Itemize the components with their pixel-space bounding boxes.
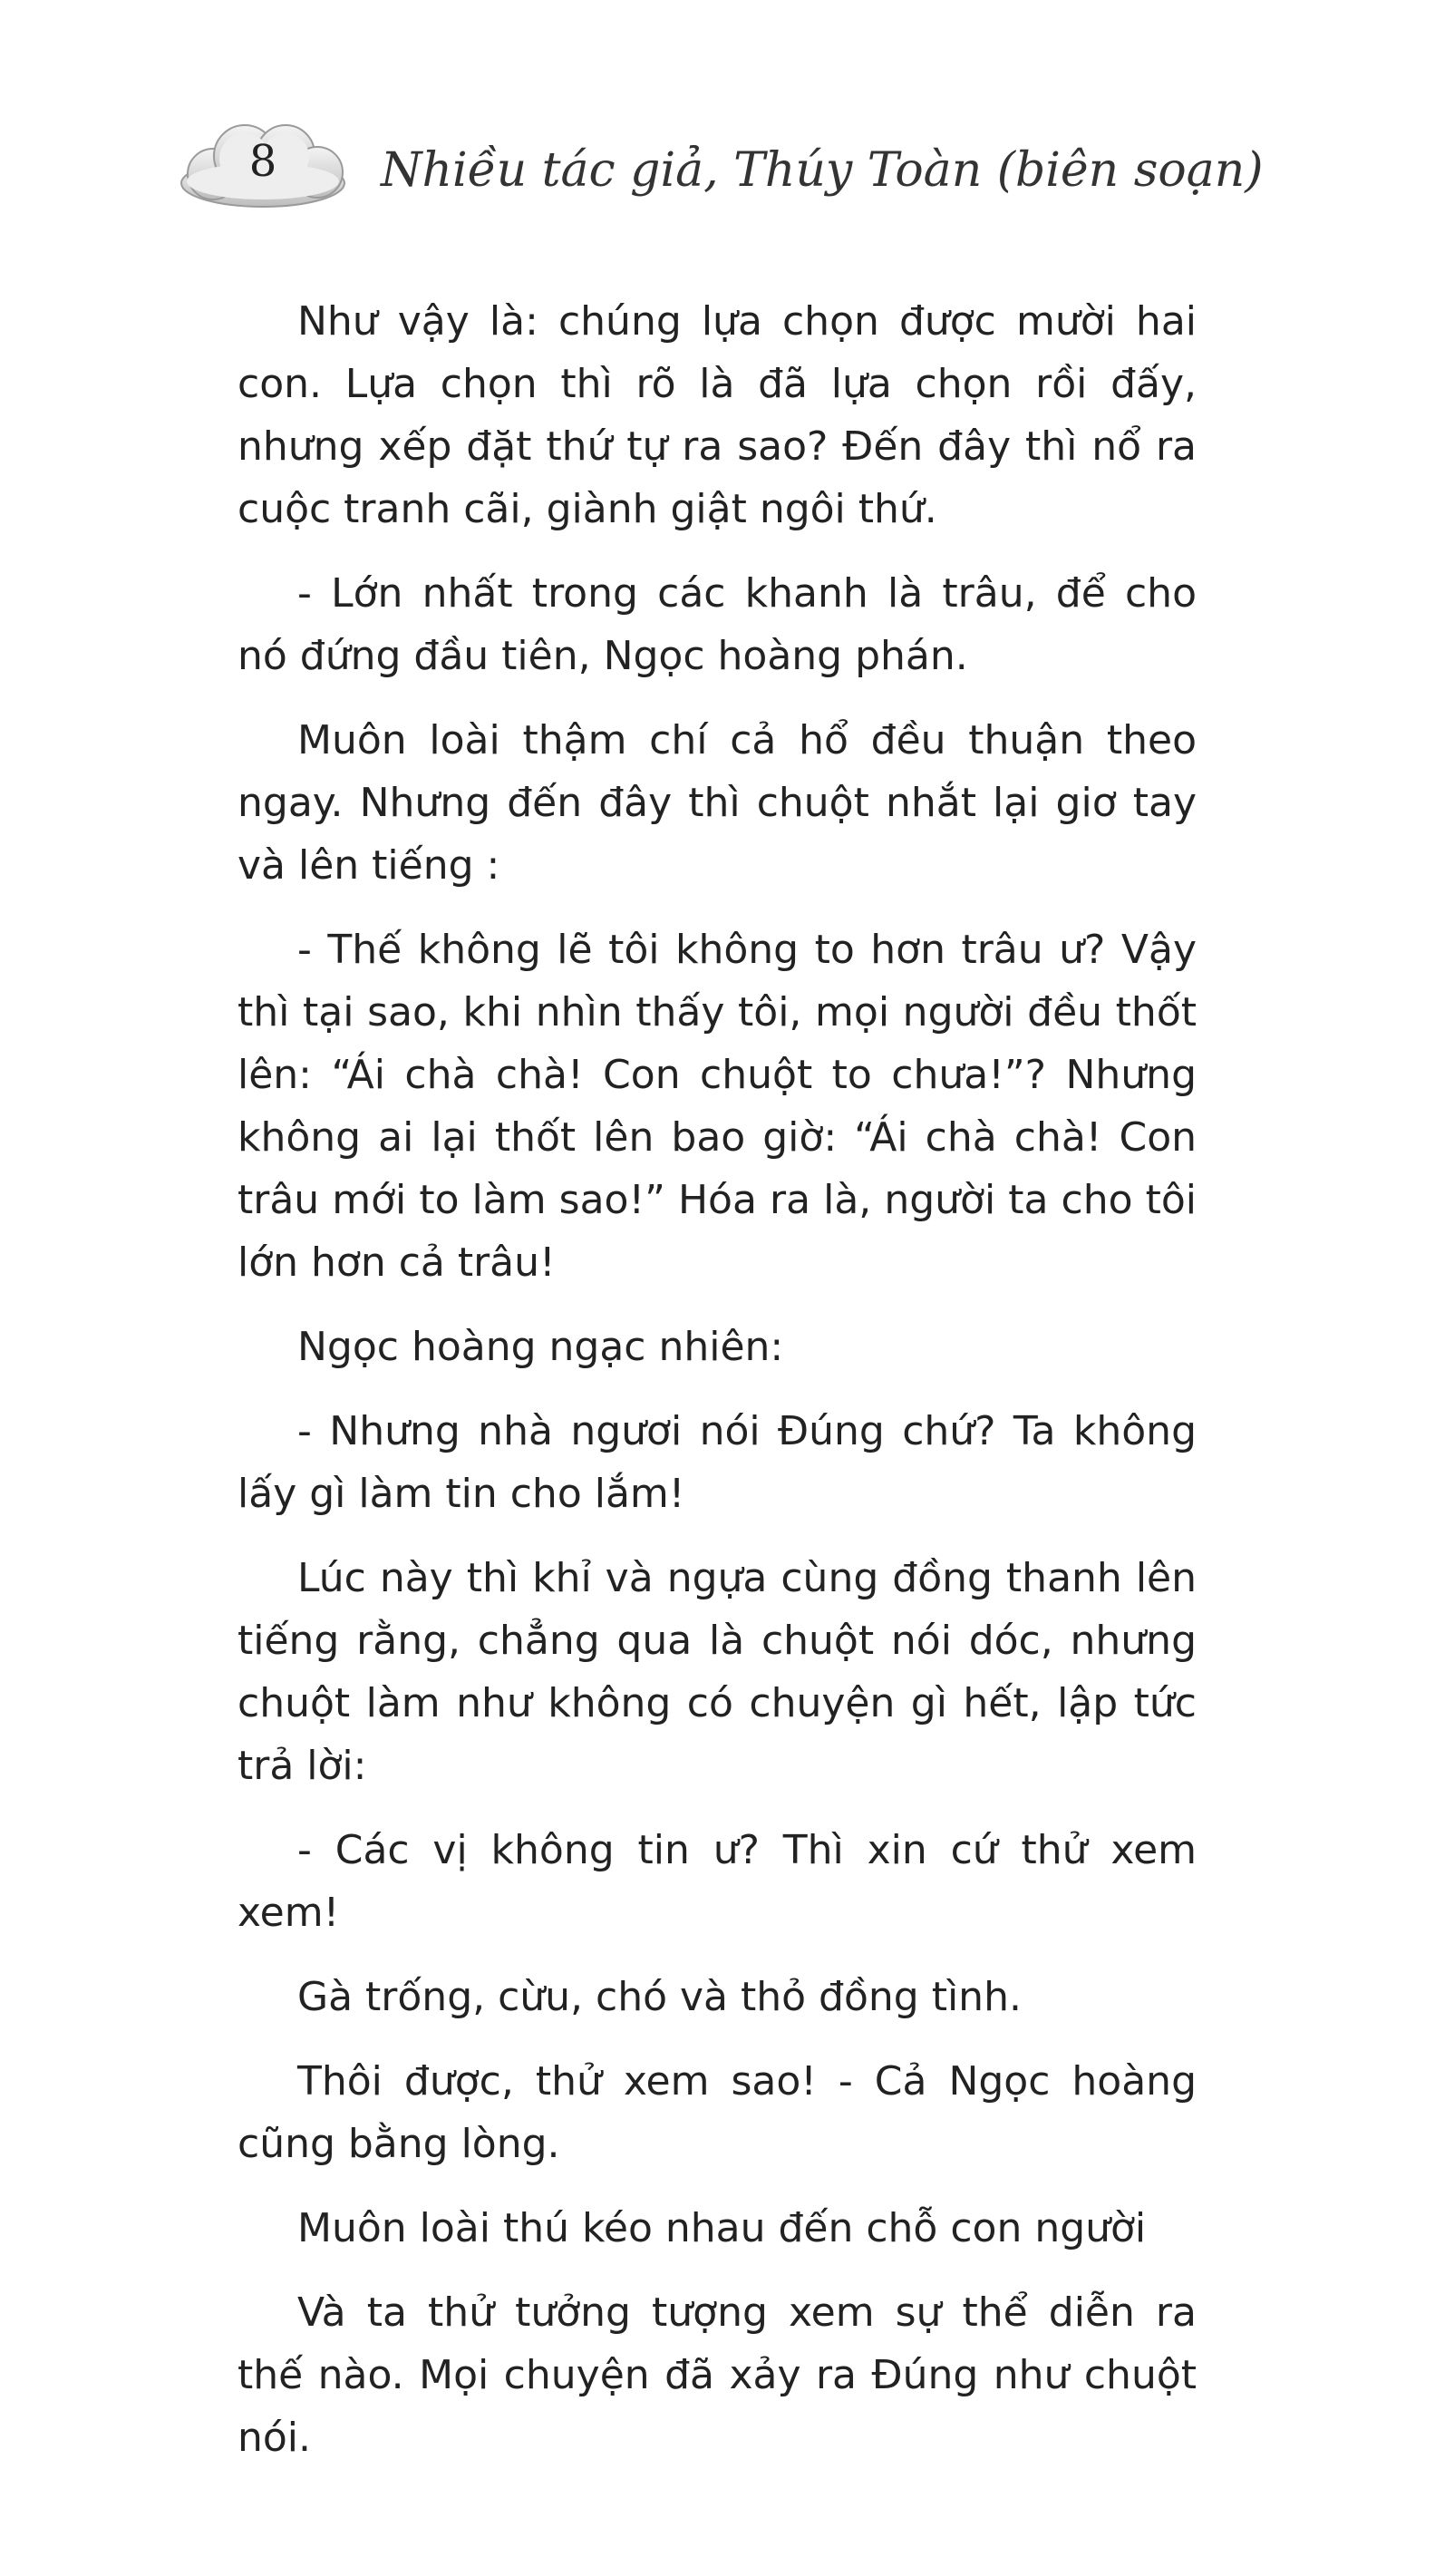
paragraph: Như vậy là: chúng lựa chọn được mười hai con. Lựa chọn thì rõ là đã lựa chọn rồi đấy, nhưng xếp đặt thứ tự ra sao? Đến đây thì nổ ra cuộc tranh cãi, giành giật ngôi thứ. — [238, 298, 1197, 532]
running-title: Nhiều tác giả, Thúy Toàn (biên soạn) — [381, 143, 1264, 198]
story-text — [238, 290, 1197, 2491]
page-header — [172, 109, 1305, 227]
paragraph: Ngọc hoàng ngạc nhiên: — [297, 1324, 784, 1370]
paragraph: Muôn loài thậm chí cả hổ đều thuận theo ngay. Nhưng đến đây thì chuột nhắt lại giơ tay và lên tiếng : — [238, 717, 1197, 889]
paragraph: Lúc này thì khỉ và ngựa cùng đồng thanh lên tiếng rằng, chẳng qua là chuột nói dóc, nhưng chuột làm như không có chuyện gì hết, lập tức trả lời: — [238, 1555, 1197, 1789]
page-number: 8 — [248, 136, 277, 187]
paragraph: Và ta thử tưởng tượng xem sự thể diễn ra thế nào. Mọi chuyện đã xảy ra Đúng như chuột nói. — [238, 2289, 1197, 2461]
paragraph: - Thế không lẽ tôi không to hơn trâu ư? Vậy thì tại sao, khi nhìn thấy tôi, mọi người đều thốt lên: “Ái chà chà! Con chuột to chưa!”? Nhưng không ai lại thốt lên bao giờ: “Ái chà chà! Con trâu mới to làm sao!” Hóa ra là, người ta cho tôi lớn hơn cả trâu! — [238, 927, 1197, 1286]
paragraph: - Nhưng nhà ngươi nói Đúng chứ? Ta không lấy gì làm tin cho lắm! — [238, 1408, 1197, 1517]
paragraph: Muôn loài thú kéo nhau đến chỗ con người — [297, 2205, 1147, 2251]
paragraph: - Các vị không tin ư? Thì xin cứ thử xem xem! — [238, 1827, 1197, 1936]
paragraph: Gà trống, cừu, chó và thỏ đồng tình. — [297, 1974, 1022, 2020]
paragraph: - Lớn nhất trong các khanh là trâu, để cho nó đứng đầu tiên, Ngọc hoàng phán. — [238, 570, 1197, 679]
paragraph: Thôi được, thử xem sao! - Cả Ngọc hoàng cũng bằng lòng. — [238, 2058, 1197, 2167]
